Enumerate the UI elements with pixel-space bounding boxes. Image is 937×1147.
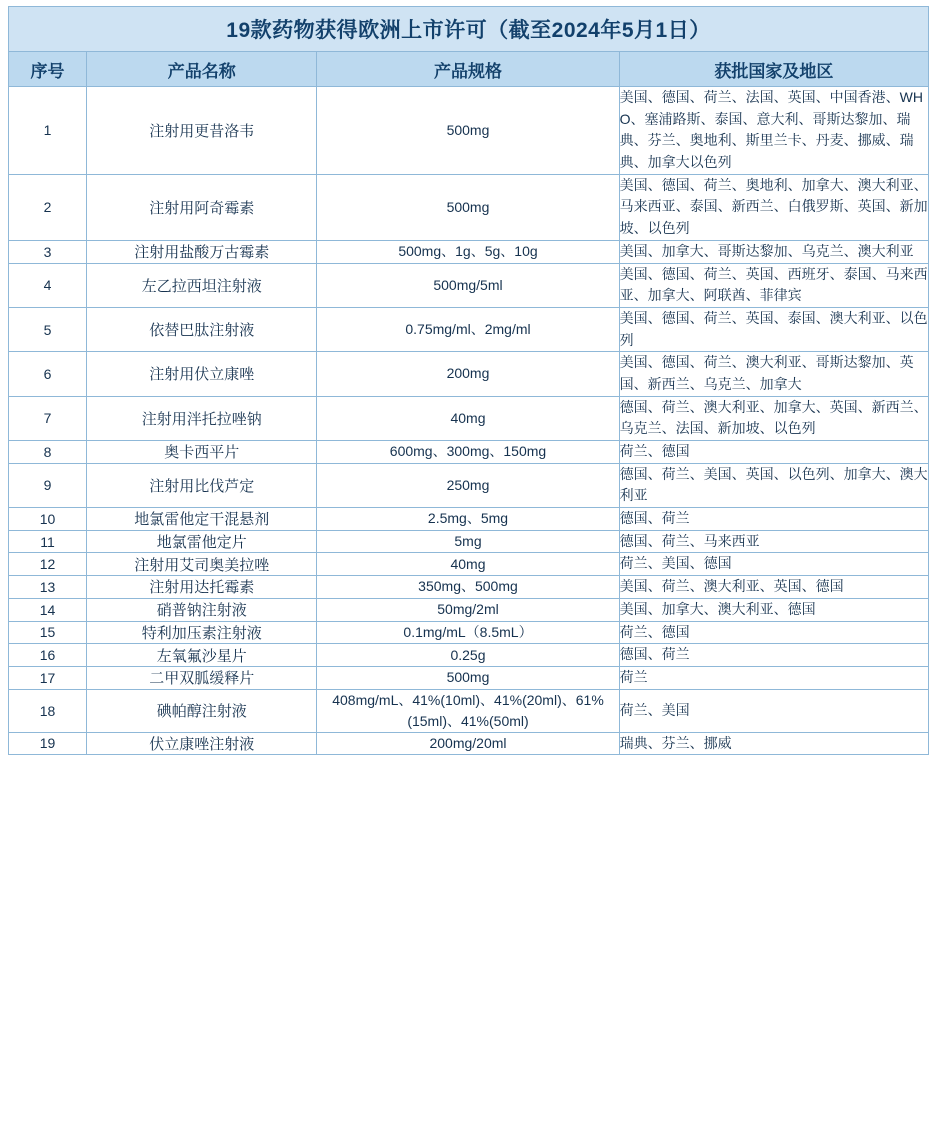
cell-regions: 美国、德国、荷兰、英国、西班牙、泰国、马来西亚、加拿大、阿联酋、菲律宾 bbox=[619, 263, 928, 307]
cell-specification: 500mg bbox=[317, 174, 619, 240]
cell-regions: 美国、荷兰、澳大利亚、英国、德国 bbox=[619, 576, 928, 599]
cell-specification: 0.75mg/ml、2mg/ml bbox=[317, 307, 619, 351]
cell-index: 6 bbox=[9, 352, 87, 396]
cell-index: 5 bbox=[9, 307, 87, 351]
table-row bbox=[9, 307, 929, 351]
cell-index: 15 bbox=[9, 621, 87, 644]
cell-index: 13 bbox=[9, 576, 87, 599]
cell-product-name: 地氯雷他定干混悬剂 bbox=[87, 508, 317, 531]
cell-regions: 美国、德国、荷兰、澳大利亚、哥斯达黎加、英国、新西兰、乌克兰、加拿大 bbox=[619, 352, 928, 396]
cell-product-name: 碘帕醇注射液 bbox=[87, 689, 317, 732]
cell-index: 10 bbox=[9, 508, 87, 531]
table-row bbox=[9, 441, 929, 464]
cell-regions: 美国、加拿大、哥斯达黎加、乌克兰、澳大利亚 bbox=[619, 240, 928, 263]
cell-specification: 500mg bbox=[317, 87, 619, 175]
table-row bbox=[9, 240, 929, 263]
cell-index: 3 bbox=[9, 240, 87, 263]
table-row bbox=[9, 530, 929, 553]
cell-product-name: 硝普钠注射液 bbox=[87, 598, 317, 621]
cell-index: 11 bbox=[9, 530, 87, 553]
cell-specification: 0.25g bbox=[317, 644, 619, 667]
cell-specification: 0.1mg/mL（8.5mL） bbox=[317, 621, 619, 644]
column-header-regions: 获批国家及地区 bbox=[619, 52, 928, 87]
cell-product-name: 注射用泮托拉唑钠 bbox=[87, 396, 317, 440]
cell-specification: 500mg、1g、5g、10g bbox=[317, 240, 619, 263]
cell-specification: 200mg bbox=[317, 352, 619, 396]
cell-index: 8 bbox=[9, 441, 87, 464]
table-row bbox=[9, 174, 929, 240]
cell-regions: 美国、德国、荷兰、奥地利、加拿大、澳大利亚、马来西亚、泰国、新西兰、白俄罗斯、英国、新加坡、以色列 bbox=[619, 174, 928, 240]
header-row bbox=[9, 52, 929, 87]
cell-product-name: 伏立康唑注射液 bbox=[87, 732, 317, 755]
cell-regions: 德国、荷兰、澳大利亚、加拿大、英国、新西兰、乌克兰、法国、新加坡、以色列 bbox=[619, 396, 928, 440]
column-header-specification: 产品规格 bbox=[317, 52, 619, 87]
cell-regions: 德国、荷兰 bbox=[619, 644, 928, 667]
cell-specification: 250mg bbox=[317, 463, 619, 507]
table-body bbox=[9, 7, 929, 755]
cell-specification: 5mg bbox=[317, 530, 619, 553]
column-header-product-name: 产品名称 bbox=[87, 52, 317, 87]
table-row bbox=[9, 732, 929, 755]
cell-product-name: 左氧氟沙星片 bbox=[87, 644, 317, 667]
cell-specification: 2.5mg、5mg bbox=[317, 508, 619, 531]
cell-specification: 500mg/5ml bbox=[317, 263, 619, 307]
column-header-index: 序号 bbox=[9, 52, 87, 87]
cell-index: 19 bbox=[9, 732, 87, 755]
table-row bbox=[9, 666, 929, 689]
cell-product-name: 注射用艾司奥美拉唑 bbox=[87, 553, 317, 576]
table-row bbox=[9, 508, 929, 531]
cell-product-name: 左乙拉西坦注射液 bbox=[87, 263, 317, 307]
cell-specification: 350mg、500mg bbox=[317, 576, 619, 599]
cell-specification: 600mg、300mg、150mg bbox=[317, 441, 619, 464]
cell-regions: 瑞典、芬兰、挪威 bbox=[619, 732, 928, 755]
cell-product-name: 地氯雷他定片 bbox=[87, 530, 317, 553]
cell-product-name: 注射用盐酸万古霉素 bbox=[87, 240, 317, 263]
table-row bbox=[9, 644, 929, 667]
cell-index: 14 bbox=[9, 598, 87, 621]
cell-index: 17 bbox=[9, 666, 87, 689]
cell-specification: 50mg/2ml bbox=[317, 598, 619, 621]
cell-product-name: 依替巴肽注射液 bbox=[87, 307, 317, 351]
cell-index: 2 bbox=[9, 174, 87, 240]
table-row bbox=[9, 598, 929, 621]
drug-approval-table bbox=[8, 6, 929, 755]
cell-index: 9 bbox=[9, 463, 87, 507]
table-title: 19款药物获得欧洲上市许可（截至2024年5月1日） bbox=[9, 7, 929, 52]
cell-regions: 美国、德国、荷兰、法国、英国、中国香港、WHO、塞浦路斯、泰国、意大利、哥斯达黎加、瑞典、芬兰、奥地利、斯里兰卡、丹麦、挪威、瑞典、加拿大以色列 bbox=[619, 87, 928, 175]
table-row bbox=[9, 87, 929, 175]
table-row bbox=[9, 396, 929, 440]
cell-specification: 408mg/mL、41%(10ml)、41%(20ml)、61%(15ml)、41%(50ml) bbox=[317, 689, 619, 732]
table-row bbox=[9, 576, 929, 599]
table-row bbox=[9, 463, 929, 507]
cell-regions: 荷兰、美国、德国 bbox=[619, 553, 928, 576]
cell-product-name: 注射用阿奇霉素 bbox=[87, 174, 317, 240]
cell-regions: 美国、德国、荷兰、英国、泰国、澳大利亚、以色列 bbox=[619, 307, 928, 351]
cell-specification: 40mg bbox=[317, 553, 619, 576]
cell-index: 16 bbox=[9, 644, 87, 667]
cell-specification: 40mg bbox=[317, 396, 619, 440]
cell-index: 7 bbox=[9, 396, 87, 440]
cell-regions: 荷兰、德国 bbox=[619, 441, 928, 464]
cell-specification: 200mg/20ml bbox=[317, 732, 619, 755]
cell-specification: 500mg bbox=[317, 666, 619, 689]
cell-index: 1 bbox=[9, 87, 87, 175]
cell-regions: 德国、荷兰、美国、英国、以色列、加拿大、澳大利亚 bbox=[619, 463, 928, 507]
cell-product-name: 特利加压素注射液 bbox=[87, 621, 317, 644]
table-row bbox=[9, 263, 929, 307]
cell-index: 12 bbox=[9, 553, 87, 576]
cell-regions: 美国、加拿大、澳大利亚、德国 bbox=[619, 598, 928, 621]
cell-product-name: 注射用达托霉素 bbox=[87, 576, 317, 599]
cell-product-name: 奥卡西平片 bbox=[87, 441, 317, 464]
table-row bbox=[9, 352, 929, 396]
table-row bbox=[9, 621, 929, 644]
title-row bbox=[9, 7, 929, 52]
cell-index: 4 bbox=[9, 263, 87, 307]
table-row bbox=[9, 689, 929, 732]
cell-product-name: 注射用伏立康唑 bbox=[87, 352, 317, 396]
cell-regions: 德国、荷兰、马来西亚 bbox=[619, 530, 928, 553]
cell-regions: 荷兰、德国 bbox=[619, 621, 928, 644]
cell-product-name: 注射用更昔洛韦 bbox=[87, 87, 317, 175]
cell-regions: 德国、荷兰 bbox=[619, 508, 928, 531]
cell-index: 18 bbox=[9, 689, 87, 732]
cell-product-name: 二甲双胍缓释片 bbox=[87, 666, 317, 689]
cell-regions: 荷兰 bbox=[619, 666, 928, 689]
cell-product-name: 注射用比伐芦定 bbox=[87, 463, 317, 507]
table-row bbox=[9, 553, 929, 576]
cell-regions: 荷兰、美国 bbox=[619, 689, 928, 732]
